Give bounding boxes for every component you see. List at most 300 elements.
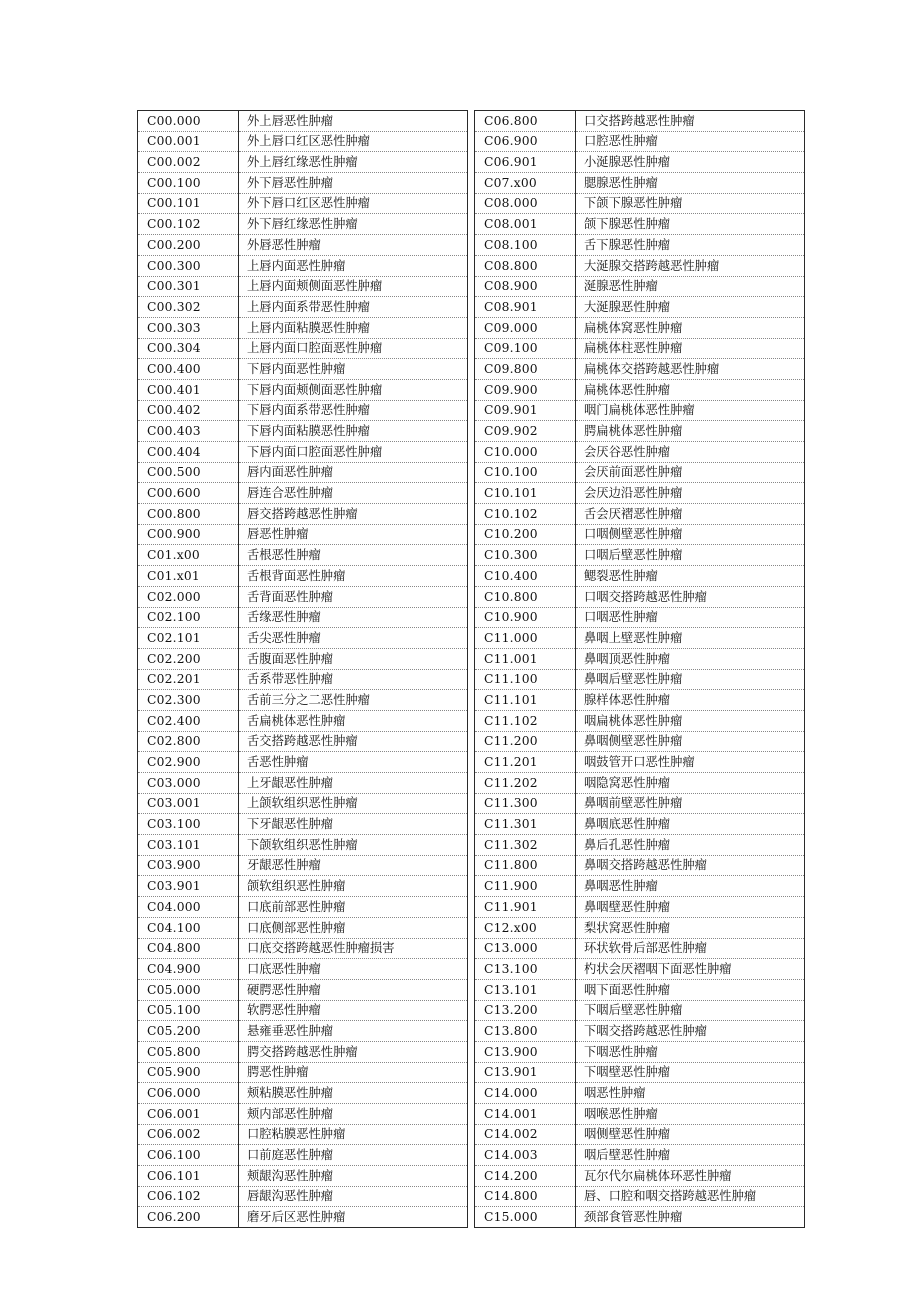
table-row xyxy=(138,1083,468,1104)
table-row xyxy=(138,1145,468,1166)
diagnosis-name: 小涎腺恶性肿瘤 xyxy=(576,152,805,173)
table-row xyxy=(475,1166,805,1187)
diagnosis-code: C00.403 xyxy=(138,421,239,442)
diagnosis-code: C00.101 xyxy=(138,193,239,214)
table-row xyxy=(475,1000,805,1021)
diagnosis-code: C05.800 xyxy=(138,1041,239,1062)
diagnosis-name: 口交搭跨越恶性肿瘤 xyxy=(576,111,805,132)
diagnosis-name: 涎腺恶性肿瘤 xyxy=(576,276,805,297)
diagnosis-name: 扁桃体窝恶性肿瘤 xyxy=(576,317,805,338)
diagnosis-code: C06.000 xyxy=(138,1083,239,1104)
table-row xyxy=(138,131,468,152)
diagnosis-name: 外上唇红缘恶性肿瘤 xyxy=(239,152,468,173)
diagnosis-name: 咽侧壁恶性肿瘤 xyxy=(576,1124,805,1145)
table-row xyxy=(475,193,805,214)
diagnosis-name: 舌根恶性肿瘤 xyxy=(239,545,468,566)
diagnosis-code: C02.000 xyxy=(138,586,239,607)
table-row xyxy=(475,1124,805,1145)
diagnosis-name: 唇内面恶性肿瘤 xyxy=(239,462,468,483)
diagnosis-name: 鼻咽上壁恶性肿瘤 xyxy=(576,628,805,649)
diagnosis-code: C08.800 xyxy=(475,255,576,276)
diagnosis-code: C14.000 xyxy=(475,1083,576,1104)
table-row xyxy=(138,111,468,132)
table-row xyxy=(475,628,805,649)
diagnosis-code: C14.002 xyxy=(475,1124,576,1145)
diagnosis-name: 颌下腺恶性肿瘤 xyxy=(576,214,805,235)
table-row xyxy=(475,1021,805,1042)
table-row xyxy=(138,752,468,773)
table-row xyxy=(138,255,468,276)
table-row xyxy=(475,214,805,235)
diagnosis-name: 鼻咽恶性肿瘤 xyxy=(576,876,805,897)
diagnosis-name: 牙龈恶性肿瘤 xyxy=(239,855,468,876)
diagnosis-name: 口咽后壁恶性肿瘤 xyxy=(576,545,805,566)
table-row xyxy=(138,152,468,173)
diagnosis-code: C11.302 xyxy=(475,835,576,856)
table-row xyxy=(138,504,468,525)
diagnosis-name: 咽隐窝恶性肿瘤 xyxy=(576,773,805,794)
diagnosis-code: C04.800 xyxy=(138,938,239,959)
table-row xyxy=(138,1021,468,1042)
diagnosis-name: 口底恶性肿瘤 xyxy=(239,959,468,980)
diagnosis-code: C00.900 xyxy=(138,524,239,545)
diagnosis-name: 环状软骨后部恶性肿瘤 xyxy=(576,938,805,959)
diagnosis-code: C00.100 xyxy=(138,173,239,194)
diagnosis-code: C03.101 xyxy=(138,835,239,856)
diagnosis-code: C05.100 xyxy=(138,1000,239,1021)
diagnosis-code: C10.900 xyxy=(475,607,576,628)
diagnosis-name: 唇连合恶性肿瘤 xyxy=(239,483,468,504)
diagnosis-code: C13.100 xyxy=(475,959,576,980)
table-row xyxy=(475,1041,805,1062)
diagnosis-code: C13.901 xyxy=(475,1062,576,1083)
diagnosis-code: C02.200 xyxy=(138,648,239,669)
diagnosis-name: 外下唇红缘恶性肿瘤 xyxy=(239,214,468,235)
diagnosis-name: 咽后壁恶性肿瘤 xyxy=(576,1145,805,1166)
diagnosis-name: 舌腹面恶性肿瘤 xyxy=(239,648,468,669)
table-row xyxy=(475,566,805,587)
table-row xyxy=(475,917,805,938)
table-row xyxy=(475,359,805,380)
table-row xyxy=(475,317,805,338)
diagnosis-code: C02.101 xyxy=(138,628,239,649)
table-row xyxy=(475,669,805,690)
diagnosis-name: 鼻咽前壁恶性肿瘤 xyxy=(576,793,805,814)
diagnosis-code: C01.x01 xyxy=(138,566,239,587)
diagnosis-name: 咽下面恶性肿瘤 xyxy=(576,979,805,1000)
table-row xyxy=(475,379,805,400)
diagnosis-code: C08.000 xyxy=(475,193,576,214)
table-row xyxy=(138,400,468,421)
diagnosis-name: 下唇内面粘膜恶性肿瘤 xyxy=(239,421,468,442)
diagnosis-code: C07.x00 xyxy=(475,173,576,194)
diagnosis-code: C04.100 xyxy=(138,917,239,938)
diagnosis-code: C00.400 xyxy=(138,359,239,380)
diagnosis-code: C14.001 xyxy=(475,1104,576,1125)
diagnosis-code: C00.401 xyxy=(138,379,239,400)
table-row xyxy=(475,1083,805,1104)
diagnosis-name: 咽鼓管开口恶性肿瘤 xyxy=(576,752,805,773)
diagnosis-code: C11.000 xyxy=(475,628,576,649)
table-row xyxy=(138,193,468,214)
table-row xyxy=(475,400,805,421)
table-row xyxy=(475,545,805,566)
table-row xyxy=(475,876,805,897)
diagnosis-code: C10.100 xyxy=(475,462,576,483)
diagnosis-name: 下牙龈恶性肿瘤 xyxy=(239,814,468,835)
diagnosis-code: C09.100 xyxy=(475,338,576,359)
diagnosis-name: 鼻咽顶恶性肿瘤 xyxy=(576,648,805,669)
diagnosis-name: 悬雍垂恶性肿瘤 xyxy=(239,1021,468,1042)
diagnosis-name: 硬腭恶性肿瘤 xyxy=(239,979,468,1000)
table-row xyxy=(138,214,468,235)
diagnosis-name: 下颌下腺恶性肿瘤 xyxy=(576,193,805,214)
diagnosis-name: 舌缘恶性肿瘤 xyxy=(239,607,468,628)
diagnosis-code: C09.902 xyxy=(475,421,576,442)
diagnosis-code: C06.900 xyxy=(475,131,576,152)
diagnosis-code: C10.800 xyxy=(475,586,576,607)
diagnosis-code: C03.100 xyxy=(138,814,239,835)
table-row xyxy=(475,235,805,256)
table-row xyxy=(138,1000,468,1021)
diagnosis-name: 扁桃体恶性肿瘤 xyxy=(576,379,805,400)
diagnosis-name: 舌下腺恶性肿瘤 xyxy=(576,235,805,256)
diagnosis-code: C13.900 xyxy=(475,1041,576,1062)
diagnosis-name: 颊龈沟恶性肿瘤 xyxy=(239,1166,468,1187)
table-row xyxy=(138,276,468,297)
table-row xyxy=(475,1062,805,1083)
table-row xyxy=(475,710,805,731)
diagnosis-code: C11.100 xyxy=(475,669,576,690)
diagnosis-code: C14.003 xyxy=(475,1145,576,1166)
table-row xyxy=(138,483,468,504)
diagnosis-name: 唇龈沟恶性肿瘤 xyxy=(239,1186,468,1207)
diagnosis-name: 腭恶性肿瘤 xyxy=(239,1062,468,1083)
table-row xyxy=(475,648,805,669)
diagnosis-name: 上颌软组织恶性肿瘤 xyxy=(239,793,468,814)
diagnosis-name: 下唇内面颊侧面恶性肿瘤 xyxy=(239,379,468,400)
table-row xyxy=(138,545,468,566)
diagnosis-name: 鼻咽底恶性肿瘤 xyxy=(576,814,805,835)
table-row xyxy=(138,173,468,194)
diagnosis-code: C11.900 xyxy=(475,876,576,897)
diagnosis-name: 舌根背面恶性肿瘤 xyxy=(239,566,468,587)
table-row xyxy=(475,483,805,504)
diagnosis-code: C05.900 xyxy=(138,1062,239,1083)
table-row xyxy=(138,897,468,918)
diagnosis-code: C10.400 xyxy=(475,566,576,587)
diagnosis-name: 上牙龈恶性肿瘤 xyxy=(239,773,468,794)
diagnosis-code: C03.000 xyxy=(138,773,239,794)
diagnosis-name: 颊内部恶性肿瘤 xyxy=(239,1104,468,1125)
left-table-body xyxy=(138,111,468,1228)
table-row xyxy=(138,959,468,980)
table-row xyxy=(138,1041,468,1062)
diagnosis-name: 口咽交搭跨越恶性肿瘤 xyxy=(576,586,805,607)
diagnosis-code: C08.900 xyxy=(475,276,576,297)
right-code-table xyxy=(474,110,805,1228)
diagnosis-code: C00.302 xyxy=(138,297,239,318)
diagnosis-name: 上唇内面口腔面恶性肿瘤 xyxy=(239,338,468,359)
diagnosis-name: 会厌前面恶性肿瘤 xyxy=(576,462,805,483)
diagnosis-name: 下唇内面系带恶性肿瘤 xyxy=(239,400,468,421)
diagnosis-code: C10.200 xyxy=(475,524,576,545)
diagnosis-code: C02.900 xyxy=(138,752,239,773)
diagnosis-name: 鼻咽后壁恶性肿瘤 xyxy=(576,669,805,690)
table-row xyxy=(475,504,805,525)
diagnosis-code: C10.101 xyxy=(475,483,576,504)
diagnosis-code: C12.x00 xyxy=(475,917,576,938)
diagnosis-name: 鳃裂恶性肿瘤 xyxy=(576,566,805,587)
table-row xyxy=(138,1166,468,1187)
diagnosis-code: C00.800 xyxy=(138,504,239,525)
diagnosis-code: C15.000 xyxy=(475,1207,576,1228)
table-row xyxy=(475,773,805,794)
table-row xyxy=(138,524,468,545)
diagnosis-code: C11.102 xyxy=(475,710,576,731)
diagnosis-name: 口咽恶性肿瘤 xyxy=(576,607,805,628)
table-row xyxy=(138,359,468,380)
diagnosis-name: 舌背面恶性肿瘤 xyxy=(239,586,468,607)
table-row xyxy=(138,855,468,876)
table-row xyxy=(475,462,805,483)
table-row xyxy=(475,938,805,959)
diagnosis-code: C00.303 xyxy=(138,317,239,338)
diagnosis-code: C00.404 xyxy=(138,442,239,463)
diagnosis-name: 会厌边沿恶性肿瘤 xyxy=(576,483,805,504)
diagnosis-name: 鼻咽壁恶性肿瘤 xyxy=(576,897,805,918)
diagnosis-code: C11.901 xyxy=(475,897,576,918)
diagnosis-name: 口腔恶性肿瘤 xyxy=(576,131,805,152)
diagnosis-code: C01.x00 xyxy=(138,545,239,566)
diagnosis-name: 大涎腺交搭跨越恶性肿瘤 xyxy=(576,255,805,276)
diagnosis-name: 下咽交搭跨越恶性肿瘤 xyxy=(576,1021,805,1042)
diagnosis-code: C08.100 xyxy=(475,235,576,256)
diagnosis-name: 下唇内面恶性肿瘤 xyxy=(239,359,468,380)
diagnosis-name: 咽喉恶性肿瘤 xyxy=(576,1104,805,1125)
diagnosis-name: 鼻后孔恶性肿瘤 xyxy=(576,835,805,856)
diagnosis-code: C10.102 xyxy=(475,504,576,525)
table-row xyxy=(138,876,468,897)
table-row xyxy=(475,814,805,835)
diagnosis-code: C00.301 xyxy=(138,276,239,297)
table-row xyxy=(138,814,468,835)
diagnosis-code: C05.000 xyxy=(138,979,239,1000)
diagnosis-name: 软腭恶性肿瘤 xyxy=(239,1000,468,1021)
table-row xyxy=(138,1104,468,1125)
diagnosis-code: C00.001 xyxy=(138,131,239,152)
diagnosis-code: C13.200 xyxy=(475,1000,576,1021)
diagnosis-code: C06.800 xyxy=(475,111,576,132)
diagnosis-code: C11.101 xyxy=(475,690,576,711)
diagnosis-code: C02.201 xyxy=(138,669,239,690)
diagnosis-name: 口前庭恶性肿瘤 xyxy=(239,1145,468,1166)
diagnosis-code: C11.800 xyxy=(475,855,576,876)
diagnosis-name: 咽恶性肿瘤 xyxy=(576,1083,805,1104)
diagnosis-name: 下唇内面口腔面恶性肿瘤 xyxy=(239,442,468,463)
table-row xyxy=(475,152,805,173)
table-row xyxy=(475,297,805,318)
diagnosis-name: 口底前部恶性肿瘤 xyxy=(239,897,468,918)
diagnosis-code: C09.901 xyxy=(475,400,576,421)
table-row xyxy=(475,255,805,276)
table-row xyxy=(138,586,468,607)
diagnosis-code: C14.200 xyxy=(475,1166,576,1187)
diagnosis-code: C13.800 xyxy=(475,1021,576,1042)
diagnosis-name: 舌尖恶性肿瘤 xyxy=(239,628,468,649)
diagnosis-code: C09.800 xyxy=(475,359,576,380)
table-row xyxy=(138,421,468,442)
diagnosis-code: C11.200 xyxy=(475,731,576,752)
diagnosis-name: 梨状窝恶性肿瘤 xyxy=(576,917,805,938)
right-table-body xyxy=(475,111,805,1228)
diagnosis-name: 外下唇恶性肿瘤 xyxy=(239,173,468,194)
diagnosis-code: C06.002 xyxy=(138,1124,239,1145)
table-row xyxy=(138,917,468,938)
diagnosis-code: C06.001 xyxy=(138,1104,239,1125)
table-row xyxy=(138,235,468,256)
diagnosis-name: 咽扁桃体恶性肿瘤 xyxy=(576,710,805,731)
diagnosis-code: C11.301 xyxy=(475,814,576,835)
diagnosis-code: C09.900 xyxy=(475,379,576,400)
diagnosis-name: 舌恶性肿瘤 xyxy=(239,752,468,773)
diagnosis-code: C00.002 xyxy=(138,152,239,173)
table-row xyxy=(138,628,468,649)
table-row xyxy=(475,959,805,980)
diagnosis-name: 腺样体恶性肿瘤 xyxy=(576,690,805,711)
diagnosis-name: 腭交搭跨越恶性肿瘤 xyxy=(239,1041,468,1062)
diagnosis-code: C08.001 xyxy=(475,214,576,235)
diagnosis-code: C11.201 xyxy=(475,752,576,773)
table-row xyxy=(138,793,468,814)
diagnosis-name: 唇、口腔和咽交搭跨越恶性肿瘤 xyxy=(576,1186,805,1207)
diagnosis-code: C11.202 xyxy=(475,773,576,794)
table-row xyxy=(138,648,468,669)
table-row xyxy=(475,752,805,773)
table-row xyxy=(475,793,805,814)
table-row xyxy=(475,1145,805,1166)
diagnosis-name: 下颌软组织恶性肿瘤 xyxy=(239,835,468,856)
diagnosis-name: 上唇内面颊侧面恶性肿瘤 xyxy=(239,276,468,297)
table-row xyxy=(138,1186,468,1207)
diagnosis-name: 腮腺恶性肿瘤 xyxy=(576,173,805,194)
diagnosis-code: C00.600 xyxy=(138,483,239,504)
diagnosis-code: C00.402 xyxy=(138,400,239,421)
diagnosis-name: 口底侧部恶性肿瘤 xyxy=(239,917,468,938)
diagnosis-code: C11.001 xyxy=(475,648,576,669)
diagnosis-name: 外上唇口红区恶性肿瘤 xyxy=(239,131,468,152)
table-row xyxy=(475,524,805,545)
table-row xyxy=(475,897,805,918)
diagnosis-code: C00.300 xyxy=(138,255,239,276)
table-row xyxy=(475,1186,805,1207)
diagnosis-name: 外下唇口红区恶性肿瘤 xyxy=(239,193,468,214)
diagnosis-code: C05.200 xyxy=(138,1021,239,1042)
diagnosis-code: C02.100 xyxy=(138,607,239,628)
diagnosis-name: 舌前三分之二恶性肿瘤 xyxy=(239,690,468,711)
diagnosis-code: C06.102 xyxy=(138,1186,239,1207)
diagnosis-name: 颊粘膜恶性肿瘤 xyxy=(239,1083,468,1104)
table-row xyxy=(475,1207,805,1228)
table-row xyxy=(475,586,805,607)
diagnosis-name: 外唇恶性肿瘤 xyxy=(239,235,468,256)
diagnosis-name: 口咽侧壁恶性肿瘤 xyxy=(576,524,805,545)
diagnosis-code: C06.100 xyxy=(138,1145,239,1166)
table-row xyxy=(475,442,805,463)
table-row xyxy=(475,979,805,1000)
diagnosis-code: C13.101 xyxy=(475,979,576,1000)
table-row xyxy=(138,566,468,587)
table-row xyxy=(475,111,805,132)
diagnosis-code: C00.000 xyxy=(138,111,239,132)
diagnosis-name: 舌会厌褶恶性肿瘤 xyxy=(576,504,805,525)
diagnosis-code: C10.300 xyxy=(475,545,576,566)
table-row xyxy=(475,276,805,297)
diagnosis-name: 瓦尔代尔扁桃体环恶性肿瘤 xyxy=(576,1166,805,1187)
diagnosis-code: C03.001 xyxy=(138,793,239,814)
diagnosis-name: 下咽恶性肿瘤 xyxy=(576,1041,805,1062)
table-row xyxy=(138,462,468,483)
diagnosis-name: 唇恶性肿瘤 xyxy=(239,524,468,545)
diagnosis-code: C11.300 xyxy=(475,793,576,814)
diagnosis-code: C02.300 xyxy=(138,690,239,711)
table-row xyxy=(475,835,805,856)
table-row xyxy=(138,297,468,318)
table-row xyxy=(138,938,468,959)
diagnosis-name: 磨牙后区恶性肿瘤 xyxy=(239,1207,468,1228)
table-row xyxy=(475,173,805,194)
diagnosis-name: 颈部食管恶性肿瘤 xyxy=(576,1207,805,1228)
diagnosis-code: C02.800 xyxy=(138,731,239,752)
diagnosis-name: 舌交搭跨越恶性肿瘤 xyxy=(239,731,468,752)
diagnosis-code: C13.000 xyxy=(475,938,576,959)
diagnosis-code: C04.000 xyxy=(138,897,239,918)
diagnosis-code: C00.304 xyxy=(138,338,239,359)
diagnosis-code: C06.200 xyxy=(138,1207,239,1228)
diagnosis-name: 咽门扁桃体恶性肿瘤 xyxy=(576,400,805,421)
table-row xyxy=(138,1062,468,1083)
diagnosis-code: C00.200 xyxy=(138,235,239,256)
table-row xyxy=(138,607,468,628)
diagnosis-name: 腭扁桃体恶性肿瘤 xyxy=(576,421,805,442)
diagnosis-name: 舌系带恶性肿瘤 xyxy=(239,669,468,690)
table-row xyxy=(138,338,468,359)
table-row xyxy=(138,979,468,1000)
table-row xyxy=(475,731,805,752)
table-row xyxy=(475,1104,805,1125)
diagnosis-name: 大涎腺恶性肿瘤 xyxy=(576,297,805,318)
table-row xyxy=(138,442,468,463)
diagnosis-code: C10.000 xyxy=(475,442,576,463)
diagnosis-code: C00.500 xyxy=(138,462,239,483)
diagnosis-name: 扁桃体交搭跨越恶性肿瘤 xyxy=(576,359,805,380)
diagnosis-name: 舌扁桃体恶性肿瘤 xyxy=(239,710,468,731)
table-row xyxy=(138,773,468,794)
diagnosis-name: 会厌谷恶性肿瘤 xyxy=(576,442,805,463)
diagnosis-name: 外上唇恶性肿瘤 xyxy=(239,111,468,132)
diagnosis-code: C06.901 xyxy=(475,152,576,173)
diagnosis-code: C03.900 xyxy=(138,855,239,876)
diagnosis-name: 上唇内面恶性肿瘤 xyxy=(239,255,468,276)
table-row xyxy=(475,338,805,359)
diagnosis-code: C09.000 xyxy=(475,317,576,338)
table-row xyxy=(138,379,468,400)
diagnosis-code: C14.800 xyxy=(475,1186,576,1207)
diagnosis-name: 杓状会厌褶咽下面恶性肿瘤 xyxy=(576,959,805,980)
diagnosis-name: 下咽壁恶性肿瘤 xyxy=(576,1062,805,1083)
diagnosis-code: C04.900 xyxy=(138,959,239,980)
diagnosis-name: 下咽后壁恶性肿瘤 xyxy=(576,1000,805,1021)
